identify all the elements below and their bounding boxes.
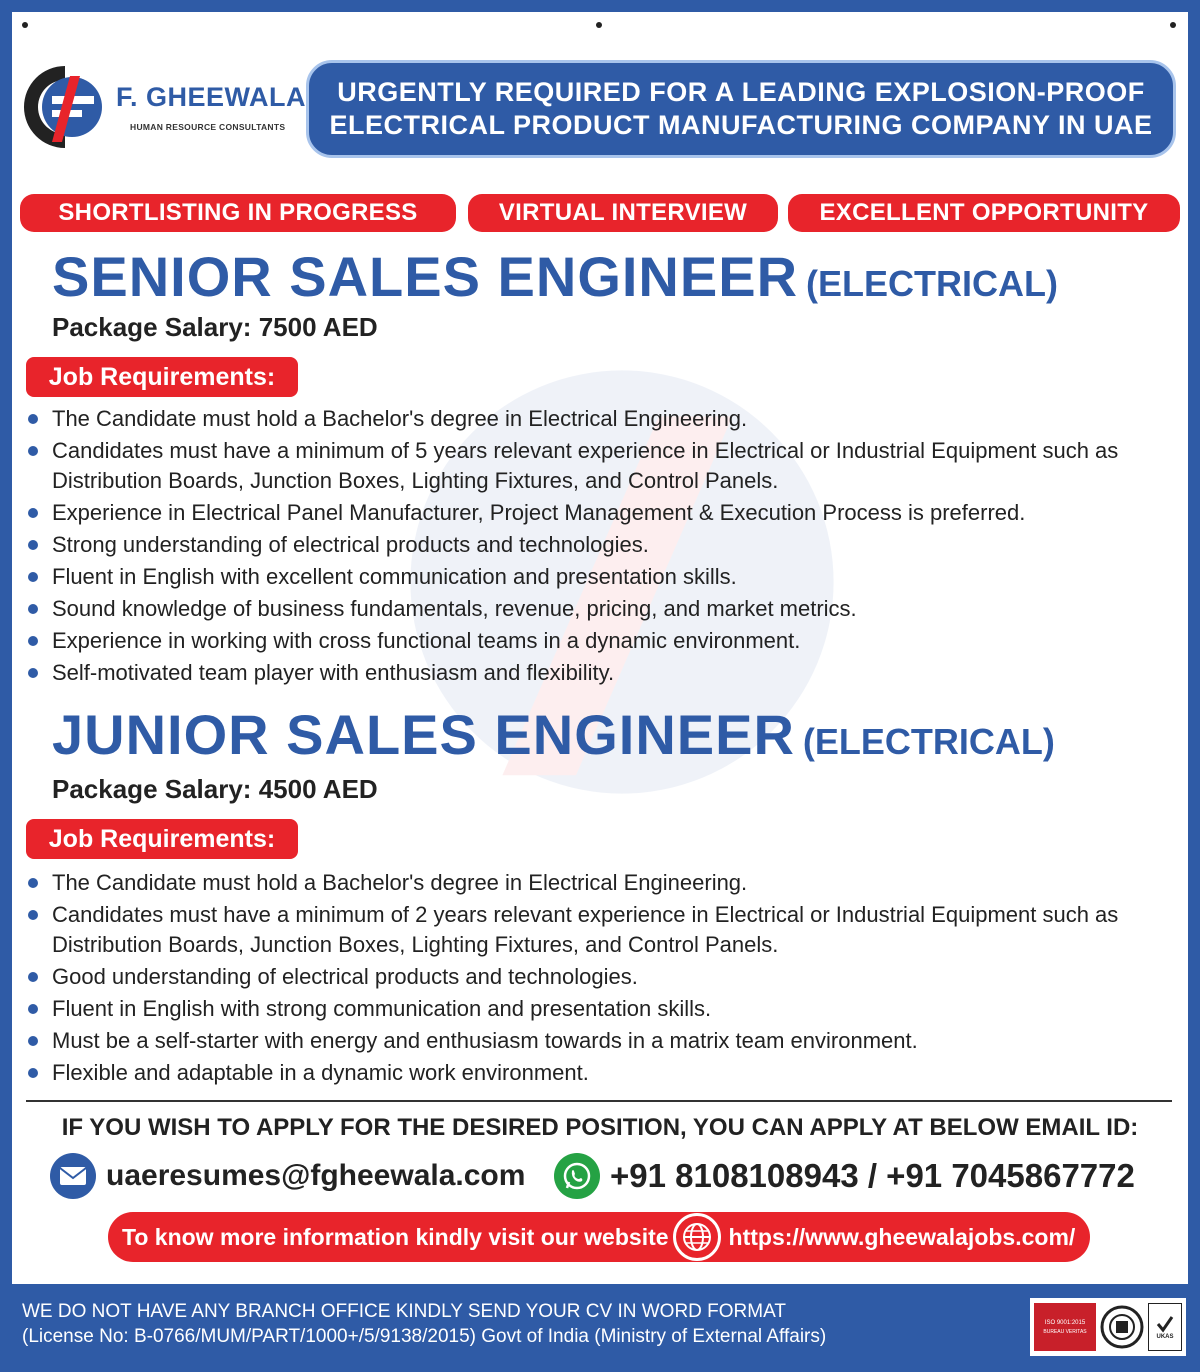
logo-mark-icon: [20, 62, 110, 152]
crown-check-icon: [1155, 1314, 1175, 1334]
pin-dot: [22, 22, 28, 28]
pin-dot: [596, 22, 602, 28]
requirements-label-junior: Job Requirements:: [26, 819, 298, 859]
brand-tagline: HUMAN RESOURCE CONSULTANTS: [130, 122, 286, 132]
phone-contact[interactable]: [554, 1152, 1135, 1200]
apply-heading: IF YOU WISH TO APPLY FOR THE DESIRED POSITION, YOU CAN APPLY AT BELOW EMAIL ID:: [61, 1114, 1139, 1141]
iso-badge-text: ISO 9001:2015: [1044, 1319, 1086, 1326]
job-title-text: SENIOR SALES ENGINEER: [52, 245, 799, 308]
job-title-subtitle: (ELECTRICAL): [806, 263, 1058, 304]
requirements-list-senior: [26, 404, 1176, 690]
website-bar[interactable]: [108, 1212, 1090, 1262]
job-title-junior: [52, 702, 1055, 767]
company-logo: [20, 62, 310, 152]
salary-junior: Package Salary: 4500 AED: [52, 774, 378, 804]
list-item: Self-motivated team player with enthusiasm and flexibility.: [26, 658, 1176, 688]
list-item: The Candidate must hold a Bachelor's degree in Electrical Engineering.: [26, 404, 1176, 434]
list-item: Fluent in English with excellent communication and presentation skills.: [26, 562, 1176, 592]
tag-shortlisting: SHORTLISTING IN PROGRESS: [20, 194, 456, 232]
job-poster: [12, 12, 1188, 1284]
tag-virtual-interview: VIRTUAL INTERVIEW: [468, 194, 778, 232]
list-item: Candidates must have a minimum of 2 years relevant experience in Electrical or Industrial Equipment such as Distribution Boards, Junction Boxes, Lighting Fixtures, and Control Panels.: [26, 900, 1176, 960]
list-item: Experience in working with cross functional teams in a dynamic environment.: [26, 626, 1176, 656]
headline-line-2: ELECTRICAL PRODUCT MANUFACTURING COMPANY IN UAE: [329, 110, 1153, 140]
job-title-senior: [52, 244, 1058, 309]
iso-badge: [1034, 1303, 1096, 1351]
whatsapp-icon: [554, 1153, 600, 1199]
list-item: Experience in Electrical Panel Manufacturer, Project Management & Execution Process is preferred.: [26, 498, 1176, 528]
headline-line-1: URGENTLY REQUIRED FOR A LEADING EXPLOSION-PROOF: [337, 77, 1145, 107]
headline-banner: [306, 60, 1176, 158]
certification-badges: [1030, 1298, 1186, 1356]
footer-license: (License No: B-0766/MUM/PART/1000+/5/9138/2015) Govt of India (Ministry of External Affairs): [22, 1326, 827, 1347]
list-item: Strong understanding of electrical products and technologies.: [26, 530, 1176, 560]
list-item: Must be a self-starter with energy and enthusiasm towards in a matrix team environment.: [26, 1026, 1176, 1056]
globe-icon: [673, 1213, 721, 1261]
brand-name: F. GHEEWALA: [116, 82, 307, 112]
list-item: Sound knowledge of business fundamentals, revenue, pricing, and market metrics.: [26, 594, 1176, 624]
website-link[interactable]: https://www.gheewalajobs.com/: [728, 1223, 1076, 1250]
list-item: Candidates must have a minimum of 5 years relevant experience in Electrical or Industrial Equipment such as Distribution Boards, Junction Boxes, Lighting Fixtures, and Control Panels.: [26, 436, 1176, 496]
email-contact[interactable]: [50, 1152, 525, 1200]
bureau-veritas-text: BUREAU VERITAS: [1043, 1328, 1087, 1335]
tag-excellent-opportunity: EXCELLENT OPPORTUNITY: [788, 194, 1180, 232]
list-item: Fluent in English with strong communication and presentation skills.: [26, 994, 1176, 1024]
list-item: Good understanding of electrical products and technologies.: [26, 962, 1176, 992]
requirements-list-junior: [26, 868, 1176, 1090]
phone-numbers[interactable]: +91 8108108943 / +91 7045867772: [610, 1157, 1135, 1194]
bureau-veritas-seal-icon: [1100, 1303, 1144, 1351]
list-item: The Candidate must hold a Bachelor's degree in Electrical Engineering.: [26, 868, 1176, 898]
ukas-text: UKAS: [1156, 1334, 1174, 1340]
website-prompt: To know more information kindly visit our website: [122, 1223, 669, 1250]
ukas-badge: [1148, 1303, 1182, 1351]
list-item: Flexible and adaptable in a dynamic work environment.: [26, 1058, 1176, 1088]
divider: [26, 1100, 1172, 1102]
footer-notice: WE DO NOT HAVE ANY BRANCH OFFICE KINDLY SEND YOUR CV IN WORD FORMAT: [22, 1301, 786, 1322]
job-title-subtitle: (ELECTRICAL): [802, 721, 1055, 762]
requirements-label-senior: Job Requirements:: [26, 357, 298, 397]
email-address[interactable]: uaeresumes@fgheewala.com: [106, 1159, 526, 1192]
envelope-icon: [50, 1153, 96, 1199]
pin-dot: [1170, 22, 1176, 28]
salary-senior: Package Salary: 7500 AED: [52, 312, 378, 342]
job-title-text: JUNIOR SALES ENGINEER: [52, 703, 795, 766]
